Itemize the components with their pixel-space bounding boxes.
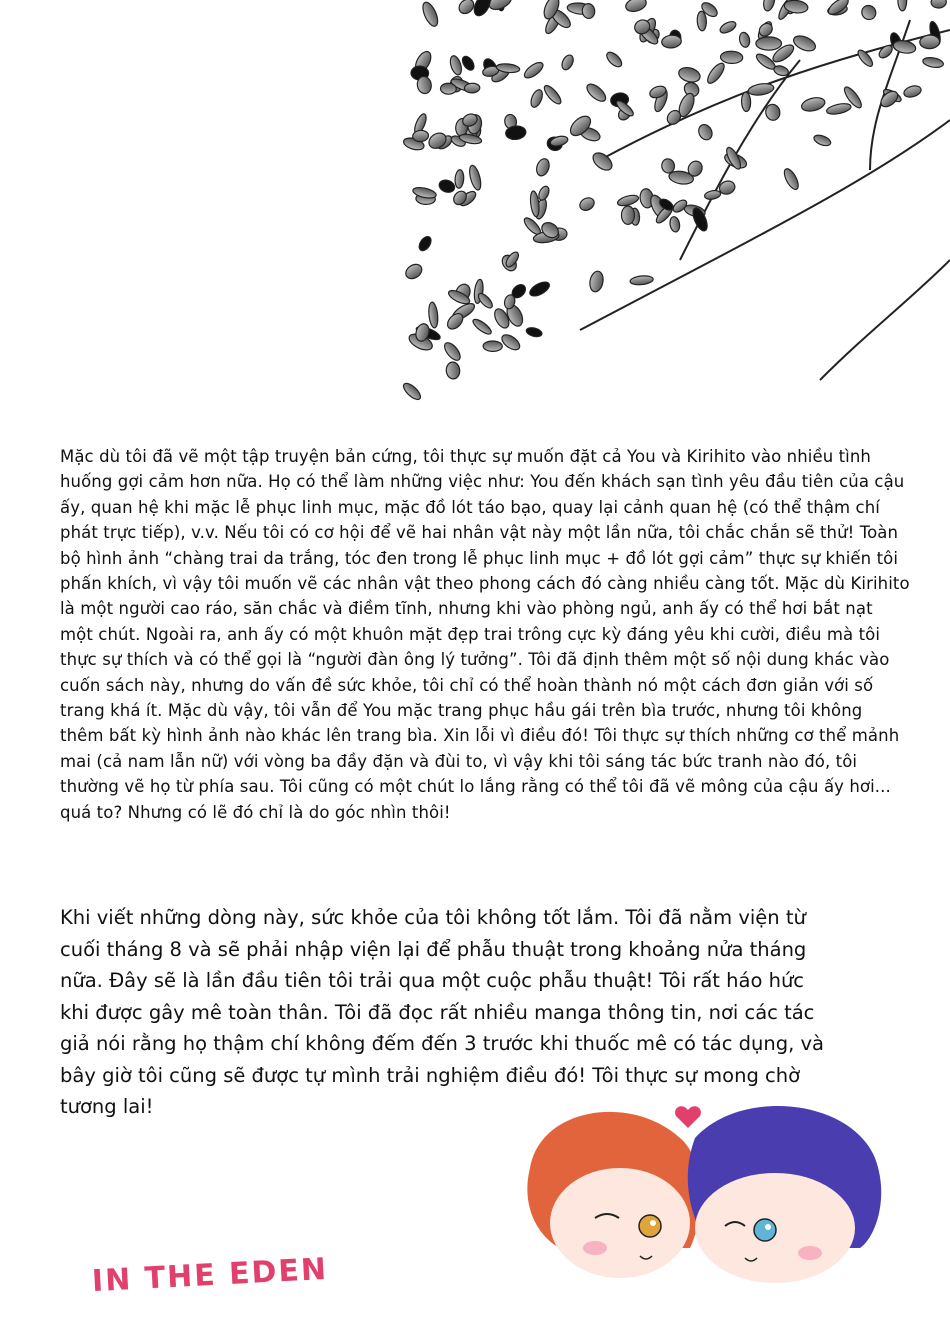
leaf — [859, 3, 879, 23]
leaf — [756, 37, 782, 50]
leaf — [813, 133, 833, 148]
leaf — [446, 362, 461, 380]
leaf — [898, 0, 907, 11]
paragraph-text: Khi viết những dòng này, sức khỏe của tôi không tốt lắm. Tôi đã nằm viện từ cuối tháng 8 và sẽ phải nhập viện lại để phẫu thuật trong khoảng nửa tháng nữa. Đây sẽ là lần đầu tiên tôi trải qua một cuộc phẫu thuật! Tôi rất háo hức khi được gây mê toàn thân. Tôi đã đọc rất nhiều manga thông tin, nơi các tác giả nói rằng họ thậm chí không đếm đến 3 trước khi thuốc mê có tác dụng, và bây giờ tôi cũng sẽ được tự mình trải nghiệm điều đó! Tôi thực sự mong chờ tương lai! — [60, 906, 824, 1118]
leaf — [454, 169, 464, 188]
leaf — [800, 96, 826, 114]
tree-foliage-illustration — [350, 0, 950, 420]
leaf — [903, 84, 923, 99]
leaf — [525, 326, 543, 338]
leaf — [467, 164, 482, 191]
leaf — [630, 275, 654, 286]
leaf — [442, 340, 463, 363]
leaf — [522, 60, 545, 81]
leaf — [428, 302, 439, 329]
leaf — [549, 135, 568, 148]
leaf — [690, 206, 710, 233]
heart-icon — [675, 1106, 701, 1128]
leaf — [705, 61, 727, 86]
leaf — [542, 83, 564, 106]
leaf — [622, 206, 635, 224]
leaf — [578, 195, 597, 212]
leaf — [782, 167, 801, 192]
paragraph-text: Mặc dù tôi đã vẽ một tập truyện bản cứng, tôi thực sự muốn đặt cả You và Kirihito vào nhiều tình huống gợi cảm hơn nữa. Họ có thể làm những việc như: You đến khách sạn tình yêu đầu tiên của cậu ấy, quan hệ khi mặc lễ phục linh mục, mặc đồ lót táo bạo, quay lại cảnh quan hệ (có thể thậm chí phát trực tiếp), v.v. Nếu tôi có cơ hội để vẽ hai nhân vật này một lần nữa, tôi chắc chắn sẽ thử! Toàn bộ hình ảnh “chàng trai da trắng, tóc đen trong lễ phục linh mục + đồ lót gợi cảm” thực sự khiến tôi phấn khích, vì vậy tôi muốn vẽ các nhân vật theo phong cách đó càng nhiều càng tốt. Mặc dù Kirihito là một người cao ráo, săn chắc và điềm tĩnh, nhưng khi vào phòng ngủ, anh ấy có thể hơi bắt nạt một chút. Ngoài ra, anh ấy có một khuôn mặt đẹp trai trông cực kỳ đáng yêu khi cười, điều mà tôi thực sự thích và có thể gọi là “người đàn ông lý tưởng”. Tôi đã định thêm một số nội dung khác vào cuốn sách này, nhưng do vấn đề sức khỏe, tôi chỉ có thể hoàn thành nó một cách đơn giản với số trang khá ít. Mặc dù vậy, tôi vẫn để You mặc trang phục hầu gái trên bìa trước, nhưng tôi không thêm bất kỳ hình ảnh nào khác lên trang bìa. Xin lỗi vì điều đó! Tôi thực sự thích những cơ thể mảnh mai (cả nam lẫn nữ) với vòng ba đầy đặn và đùi to, vì vậy khi tôi sáng tác bức tranh nào đó, tôi thường vẽ họ từ phía sau. Tôi cũng có một chút lo lắng rằng có thể tôi đã vẽ mông của cậu ấy hơi... quá to? Nhưng có lẽ đó chỉ là do góc nhìn thôi! — [60, 447, 910, 822]
leaf — [499, 332, 522, 353]
dark-haired-character — [688, 1106, 881, 1283]
leaf — [696, 122, 714, 142]
signature-text: IN THE EDEN — [91, 1251, 329, 1300]
leaf — [456, 0, 476, 16]
leaf — [448, 54, 463, 76]
leaf — [588, 270, 605, 293]
leaf — [403, 261, 424, 281]
leaf — [604, 50, 624, 70]
leaf — [931, 0, 947, 9]
leaf — [534, 157, 551, 177]
leaf — [440, 83, 456, 95]
leaf — [747, 82, 774, 97]
leaf — [697, 11, 707, 31]
leaf — [669, 216, 681, 233]
leaf — [537, 185, 551, 202]
leaf — [892, 39, 916, 55]
leaf — [417, 234, 434, 252]
leaf — [401, 381, 423, 402]
leaf — [624, 0, 648, 14]
leaf — [420, 0, 441, 28]
leaf — [738, 31, 751, 48]
orange-haired-character — [527, 1112, 700, 1278]
afterword-paragraph-1 — [60, 444, 910, 825]
leaf — [528, 279, 552, 299]
leaf — [720, 51, 743, 64]
leaf — [922, 56, 944, 69]
leaf — [438, 178, 457, 194]
leaf — [718, 19, 737, 35]
leaf — [460, 54, 476, 72]
leaf — [560, 53, 576, 71]
leaf — [791, 33, 817, 54]
chibi-couple-illustration — [520, 1098, 890, 1328]
leaf — [677, 65, 702, 84]
leaf — [826, 102, 852, 116]
leaf — [741, 92, 751, 112]
leaf — [471, 0, 493, 18]
leaf — [704, 189, 722, 200]
leaf — [483, 341, 502, 352]
leaf — [919, 35, 939, 49]
afterword-paragraph-2 — [60, 902, 830, 1123]
leaf — [464, 83, 480, 93]
leaf — [762, 0, 777, 12]
leaf — [471, 317, 493, 337]
leaf — [661, 34, 682, 49]
leaf — [584, 81, 608, 104]
leaf — [529, 88, 545, 109]
